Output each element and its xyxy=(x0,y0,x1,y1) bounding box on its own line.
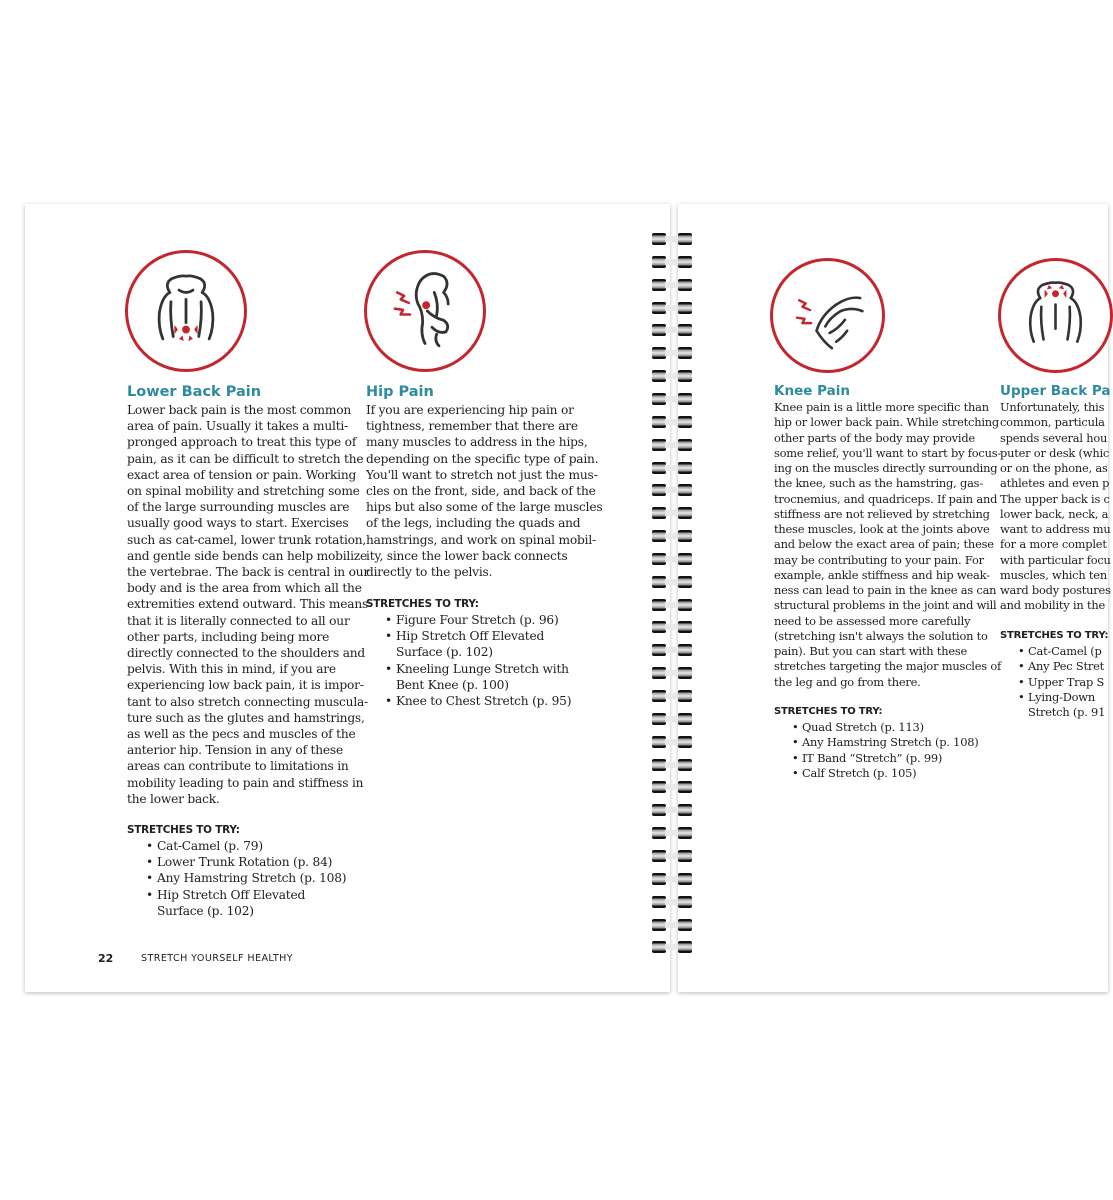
body-line: anterior hip. Tension in any of these xyxy=(127,743,343,758)
body-line: these muscles, look at the joints above xyxy=(774,522,990,536)
hip-pain-icon xyxy=(364,250,486,372)
binding-coil xyxy=(650,484,696,496)
binding-coil xyxy=(650,256,696,268)
body-line: structural problems in the joint and will xyxy=(774,598,997,613)
stretch-item-line: • Upper Trap S xyxy=(1028,674,1105,689)
binding-coil xyxy=(650,941,696,953)
section-title: Lower Back Pain xyxy=(127,384,262,400)
binding-coil xyxy=(650,233,696,245)
body-line: directly connected to the shoulders and xyxy=(127,646,366,661)
body-line: of the legs, including the quads and xyxy=(366,516,581,531)
body-line: the leg and go from there. xyxy=(774,674,921,689)
stretch-item xyxy=(127,870,346,886)
stretch-item xyxy=(774,735,979,750)
body-line: other parts, including being more xyxy=(127,629,330,644)
body-line: ture such as the glutes and hamstrings, xyxy=(127,710,365,725)
body-line: as well as the pecs and muscles of the xyxy=(127,727,356,742)
body-line: areas can contribute to limitations in xyxy=(127,759,349,774)
section-body xyxy=(1000,400,1111,614)
stretches-list xyxy=(1000,644,1105,720)
binding-coil xyxy=(650,736,696,748)
stretch-item xyxy=(1000,659,1105,674)
body-line: pelvis. With this in mind, if you are xyxy=(127,662,336,677)
binding-coil xyxy=(650,713,696,725)
stretch-item-line: • Hip Stretch Off Elevated xyxy=(157,887,306,902)
binding-coil xyxy=(650,370,696,382)
section-title: Upper Back Pa xyxy=(1000,383,1111,399)
binding-coil xyxy=(650,302,696,314)
stretch-item xyxy=(127,838,346,854)
body-line: extremities extend outward. This means xyxy=(127,597,369,612)
body-line: of the large surrounding muscles are xyxy=(127,500,350,515)
stretch-item-line: • Any Hamstring Stretch (p. 108) xyxy=(802,735,979,750)
binding-coil xyxy=(650,690,696,702)
stretch-item xyxy=(366,661,571,693)
knee-pain-icon xyxy=(770,258,885,373)
binding-coil xyxy=(650,599,696,611)
body-line: hip or lower back pain. While stretching xyxy=(774,415,1000,430)
body-line: spends several hou xyxy=(1000,430,1108,445)
body-line: The upper back is c xyxy=(1000,491,1110,506)
stretch-item xyxy=(366,693,571,709)
binding-coil xyxy=(650,576,696,588)
stretch-item xyxy=(127,887,346,919)
binding-coil xyxy=(650,667,696,679)
binding-coil xyxy=(650,873,696,885)
section-body xyxy=(774,400,1001,690)
body-line: Unfortunately, this xyxy=(1000,400,1105,414)
binding-coil xyxy=(650,439,696,451)
page-number: 22 xyxy=(98,952,114,965)
body-line: puter or desk (whic xyxy=(1000,445,1110,460)
binding-coil xyxy=(650,804,696,816)
body-line: directly to the pelvis. xyxy=(366,565,493,580)
stretch-item xyxy=(1000,675,1105,690)
stretch-item-line: • Hip Stretch Off Elevated xyxy=(396,629,545,644)
body-line: such as cat-camel, lower trunk rotation, xyxy=(127,532,367,547)
stretch-item-line: • Cat-Camel (p xyxy=(1028,644,1102,658)
body-line: depending on the specific type of pain. xyxy=(366,451,599,466)
right-page xyxy=(678,204,1111,992)
lower-back-pain-icon xyxy=(125,250,247,372)
hip-pain-section xyxy=(355,204,655,944)
body-line: with particular focu xyxy=(1000,552,1111,567)
stretches-label: STRETCHES TO TRY: xyxy=(1000,630,1109,641)
body-line: tant to also stretch connecting muscula- xyxy=(127,694,368,709)
binding-coil xyxy=(650,919,696,931)
upper-back-pain-icon xyxy=(998,258,1113,373)
body-line: exact area of tension or pain. Working xyxy=(127,467,357,482)
stretches-label: STRETCHES TO TRY: xyxy=(774,706,883,717)
body-line: ity, since the lower back connects xyxy=(366,548,568,563)
body-line: experiencing low back pain, it is impor- xyxy=(127,678,364,693)
stretch-item-line: • Lying-Down xyxy=(1028,689,1095,704)
body-line: ward body postures xyxy=(1000,583,1111,597)
body-line: common, particula xyxy=(1000,415,1105,430)
stretch-item-line: • Cat-Camel (p. 79) xyxy=(157,839,263,853)
section-body xyxy=(127,402,369,807)
stretches-label: STRETCHES TO TRY: xyxy=(127,824,240,836)
body-line: hips but also some of the large muscles xyxy=(366,500,603,515)
body-line: You'll want to stretch not just the mus- xyxy=(366,467,598,482)
body-line: (stretching isn't always the solution to xyxy=(774,628,988,643)
body-line: body and is the area from which all the xyxy=(127,581,362,596)
stretch-item-line: Stretch (p. 91 xyxy=(1028,705,1106,719)
body-line: other parts of the body may provide xyxy=(774,430,975,445)
body-line: usually good ways to start. Exercises xyxy=(127,516,349,531)
stretches-list xyxy=(366,612,571,709)
body-line: If you are experiencing hip pain or xyxy=(366,403,574,417)
stretches-label: STRETCHES TO TRY: xyxy=(366,598,479,610)
stretch-item xyxy=(774,766,979,781)
stretch-item xyxy=(1000,690,1105,721)
binding-coil xyxy=(650,507,696,519)
stretch-item xyxy=(366,612,571,628)
left-page xyxy=(25,204,670,992)
body-line: hamstrings, and work on spinal mobil- xyxy=(366,532,596,547)
body-line: tightness, remember that there are xyxy=(366,419,578,434)
stretch-item-line: • Any Pec Stret xyxy=(1028,659,1105,674)
stretch-item-line: • Knee to Chest Stretch (p. 95) xyxy=(396,694,572,709)
body-line: the lower back. xyxy=(127,791,220,806)
body-line: stiffness are not relieved by stretching xyxy=(774,506,990,521)
body-line: ness can lead to pain in the knee as can xyxy=(774,583,997,597)
body-line: and below the exact area of pain; these xyxy=(774,537,994,552)
body-line: lower back, neck, a xyxy=(1000,506,1109,521)
binding-coil xyxy=(650,644,696,656)
stretch-item-line: • Lower Trunk Rotation (p. 84) xyxy=(157,855,333,870)
stretch-item-line: • Any Hamstring Stretch (p. 108) xyxy=(157,871,347,886)
section-title: Hip Pain xyxy=(366,384,434,400)
binding-coil xyxy=(650,827,696,839)
stretches-list xyxy=(774,720,979,781)
stretch-item xyxy=(774,720,979,735)
stretch-item xyxy=(127,854,346,870)
body-line: the vertebrae. The back is central in our xyxy=(127,565,370,580)
body-line: for a more complet xyxy=(1000,537,1107,552)
stretch-item xyxy=(774,751,979,766)
stretch-item-line: • IT Band “Stretch” (p. 99) xyxy=(802,750,943,765)
body-line: pain). But you can start with these xyxy=(774,644,968,658)
body-line: trocnemius, and quadriceps. If pain and xyxy=(774,491,998,506)
binding-coil xyxy=(650,416,696,428)
stretch-item-line: • Calf Stretch (p. 105) xyxy=(802,765,917,780)
body-line: athletes and even p xyxy=(1000,476,1110,491)
body-line: example, ankle stiffness and hip weak- xyxy=(774,567,990,582)
spiral-binding xyxy=(650,233,696,963)
body-line: many muscles to address in the hips, xyxy=(366,435,588,450)
stretch-item-line: • Kneeling Lunge Stretch with xyxy=(396,661,569,676)
stretch-item-line: • Quad Stretch (p. 113) xyxy=(802,720,924,734)
stretch-item-line: Bent Knee (p. 100) xyxy=(396,677,509,692)
binding-coil xyxy=(650,462,696,474)
body-line: that it is literally connected to all our xyxy=(127,613,350,628)
body-line: stretches targeting the major muscles of xyxy=(774,659,1002,674)
upper-back-pain-section xyxy=(998,204,1111,944)
body-line: may be contributing to your pain. For xyxy=(774,552,984,567)
body-line: mobility leading to pain and stiffness in xyxy=(127,775,364,790)
binding-coil xyxy=(650,279,696,291)
binding-coil xyxy=(650,621,696,633)
binding-coil xyxy=(650,324,696,336)
binding-coil xyxy=(650,896,696,908)
stretch-item xyxy=(366,628,571,660)
stretch-item-line: • Figure Four Stretch (p. 96) xyxy=(396,613,559,627)
stretch-item xyxy=(1000,644,1105,659)
body-line: area of pain. Usually it takes a multi- xyxy=(127,419,349,434)
body-line: muscles, which ten xyxy=(1000,567,1107,582)
stretch-item-line: Surface (p. 102) xyxy=(157,903,254,918)
body-line: the knee, such as the hamstring, gas- xyxy=(774,476,983,491)
stretch-item-line: Surface (p. 102) xyxy=(396,645,493,660)
binding-coil xyxy=(650,347,696,359)
running-head: STRETCH YOURSELF HEALTHY xyxy=(141,953,293,964)
lower-back-pain-section xyxy=(25,204,370,944)
body-line: on spinal mobility and stretching some xyxy=(127,484,360,499)
binding-coil xyxy=(650,759,696,771)
body-line: cles on the front, side, and back of the xyxy=(366,484,596,499)
body-line: pain, as it can be difficult to stretch the xyxy=(127,451,364,466)
knee-pain-section xyxy=(678,204,1002,944)
body-line: and gentle side bends can help mobilize xyxy=(127,548,368,563)
body-line: need to be assessed more carefully xyxy=(774,613,971,628)
body-line: ing on the muscles directly surrounding xyxy=(774,461,998,475)
body-line: Knee pain is a little more specific than xyxy=(774,400,989,414)
binding-coil xyxy=(650,850,696,862)
body-line: some relief, you'll want to start by focus- xyxy=(774,445,1002,460)
binding-coil xyxy=(650,781,696,793)
body-line: pronged approach to treat this type of xyxy=(127,435,357,450)
section-body xyxy=(366,402,602,580)
binding-coil xyxy=(650,530,696,542)
body-line: want to address mu xyxy=(1000,522,1111,536)
body-line: Lower back pain is the most common xyxy=(127,403,352,417)
section-title: Knee Pain xyxy=(774,383,850,399)
stretches-list xyxy=(127,838,346,919)
body-line: or on the phone, as xyxy=(1000,461,1108,475)
body-line: and mobility in the xyxy=(1000,598,1106,613)
binding-coil xyxy=(650,393,696,405)
binding-coil xyxy=(650,553,696,565)
